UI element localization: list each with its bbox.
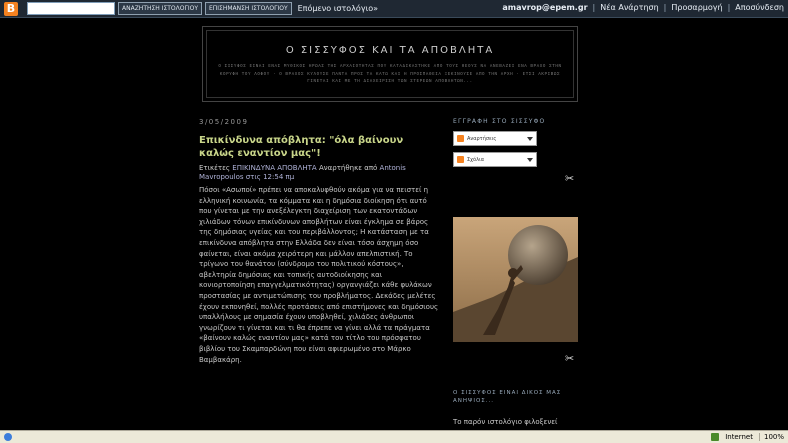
next-blog-link[interactable]: Επόμενο ιστολόγιο» — [297, 4, 379, 13]
author-link[interactable]: Antonis Mavropoulos — [199, 164, 406, 181]
separator: | — [592, 3, 596, 12]
post-body: Πόσοι «Ασωποί» πρέπει να αποκαλυφθούν ακόμα για να πειστεί η ελληνική κοινωνία, τα κόμματα και η δημόσια διοίκηση ότι αυτό που γίνεται με την ανεξέλεγκτη διαχείριση των εκατοντάδων χιλιάδων τόνων επικίνδυνων αποβλήτων είναι έγκλημα σε βάρος της δημόσιας υγείας και του περιβάλλοντος; Η κατάσταση με τα επικίνδυνα απόβλητα στην Ελλάδα δεν είναι τόσο άσχημη όσο φαίνεται, είναι ακόμα χειρότερη και μάλλον απελπιστική. Το τρίγωνο του θανάτου (σύνδρομο του πολιτικού κόστους», αβελτηρία δημόσιας και τοπικής αυτοδιοίκησης και κονιορτοποίηση επαγγελματικότητας) οργανγιάζει κάθε φυλάκων προστασίας με αντιμετώπισης του προβλήματος. Δεκάδες μελέτες έχουν εκπονηθεί, πολλές προτάσεις από επιστήμονες και δημόσιους υπαλλήλους με σημασία έχουν υποβληθεί, χιλιάδες άνθρωποι γνωρίζουν τι γίνεται και τι θα έπρεπε να γίνει αλλά τα πράγματα «βαίνουν καλώς εναντίον μας» κατά τον τίτλο του πρόσφατου βιβλίου του Σκαμπαρδώνη που είναι αφιερωμένο στο Μάρκο Βαμβακάρη. — [199, 186, 439, 364]
about-text: Το παρόν ιστολόγιο φιλοξενεί — [453, 418, 558, 426]
labels-prefix: Ετικέτες — [199, 164, 231, 172]
blogger-logo-icon[interactable]: B — [4, 2, 18, 16]
about-heading: Ο ΣΙΣΣΥΦΟΣ ΕΙΝΑΙ ΔΙΚΟΣ ΜΑΣ ΑΝΗΨΙΟΣ... — [453, 390, 562, 404]
separator: | — [727, 3, 731, 12]
signout-link[interactable]: Αποσύνδεση — [735, 3, 784, 12]
chevron-down-icon — [527, 137, 533, 141]
subscribe-comments-label: Σχόλια — [467, 156, 485, 163]
feed-icon — [457, 156, 464, 163]
search-blog-button[interactable]: ΑΝΑΖΗΤΗΣΗ ΙΣΤΟΛΟΓΙΟΥ — [118, 2, 202, 15]
blog-description: Ο ΣΙΣΥΦΟΣ ΕΙΝΑΙ ΕΝΑΣ ΜΥΘΙΚΟΣ ΗΡΩΑΣ ΤΗΣ ΑΡΧΑΙΟΤΗΤΑΣ ΠΟΥ ΚΑΤΑΔΙΚΑΣΤΗΚΕ ΑΠΟ ΤΟΥΣ ΘΕΟΥΣ ΝΑ ΑΝΕΒΑΖΕΙ ΕΝΑ ΒΡΑΧΟ ΣΤΗΝ ΚΟΡΥΦΗ ΤΟΥ ΛΟΦΟΥ · Ο ΒΡΑΧΟΣ ΚΥΛΟΥΣΕ ΠΑΝΤΑ ΠΡΟΣ ΤΑ ΚΑΤΩ ΚΑΙ Η ΠΡΟΣΠΑΘΕΙΑ ΞΕΚΙΝΟΥΣΕ ΑΠΟ ΤΗΝ ΑΡΧΗ · ΕΤΣΙ ΑΚΡΙΒΩΣ ΓΙΝΕΤΑΙ ΚΑΙ ΜΕ ΤΗ ΔΙΑΧΕΙΡΙΣΗ ΤΩΝ ΣΤΕΡΕΩΝ ΑΠΟΒΛΗΤΩΝ... — [218, 63, 562, 83]
zoom-level[interactable]: 100% — [759, 433, 784, 441]
subscribe-posts-label: Αναρτήσεις — [467, 135, 497, 142]
sisyphus-illustration — [453, 217, 578, 342]
post-time-link[interactable]: στις 12:54 πμ — [245, 173, 295, 181]
new-post-link[interactable]: Νέα Ανάρτηση — [600, 3, 659, 12]
blogger-navbar — [0, 0, 788, 18]
security-zone-icon — [711, 433, 719, 441]
flag-blog-button[interactable]: ΕΠΙΣΗΜΑΝΣΗ ΙΣΤΟΛΟΓΙΟΥ — [205, 2, 292, 15]
feed-icon — [457, 135, 464, 142]
blog-header — [202, 26, 578, 102]
post-date: 3/05/2009 — [199, 118, 249, 126]
sisyphus-image — [453, 217, 578, 342]
post-title[interactable]: Επικίνδυνα απόβλητα: "όλα βαίνουν καλώς εναντίον μας"! — [199, 135, 404, 159]
post-label-link[interactable]: ΕΠΙΚΙΝΔΥΝΑ ΑΠΟΒΛΗΤΑ — [232, 164, 317, 172]
customize-link[interactable]: Προσαρμογή — [671, 3, 723, 12]
browser-statusbar — [0, 430, 788, 443]
posted-by-text: Αναρτήθηκε από — [318, 164, 378, 172]
blog-header-inner — [206, 30, 574, 98]
quick-edit-icon[interactable]: ✂ — [565, 172, 575, 185]
account-links — [502, 3, 784, 12]
post-meta — [199, 164, 439, 182]
quick-edit-icon[interactable]: ✂ — [565, 352, 575, 365]
chevron-down-icon — [527, 158, 533, 162]
blog-search-input[interactable] — [27, 2, 115, 15]
subscribe-comments-dropdown[interactable] — [453, 152, 537, 167]
subscribe-posts-dropdown[interactable] — [453, 131, 537, 146]
separator: | — [663, 3, 667, 12]
blog-title[interactable]: Ο ΣΙΣΣΥΦΟΣ ΚΑΙ ΤΑ ΑΠΟΒΛΗΤΑ — [285, 45, 495, 56]
globe-icon — [4, 433, 12, 441]
subscribe-heading: ΕΓΓΡΑΦΗ ΣΤΟ ΣΙΣΣΥΦΟ — [453, 118, 546, 125]
sidebar — [453, 118, 583, 167]
security-zone-label: Internet — [725, 433, 753, 441]
user-email: amavrop@epem.gr — [502, 3, 588, 12]
statusbar-right — [711, 433, 784, 441]
main-column — [199, 118, 439, 365]
